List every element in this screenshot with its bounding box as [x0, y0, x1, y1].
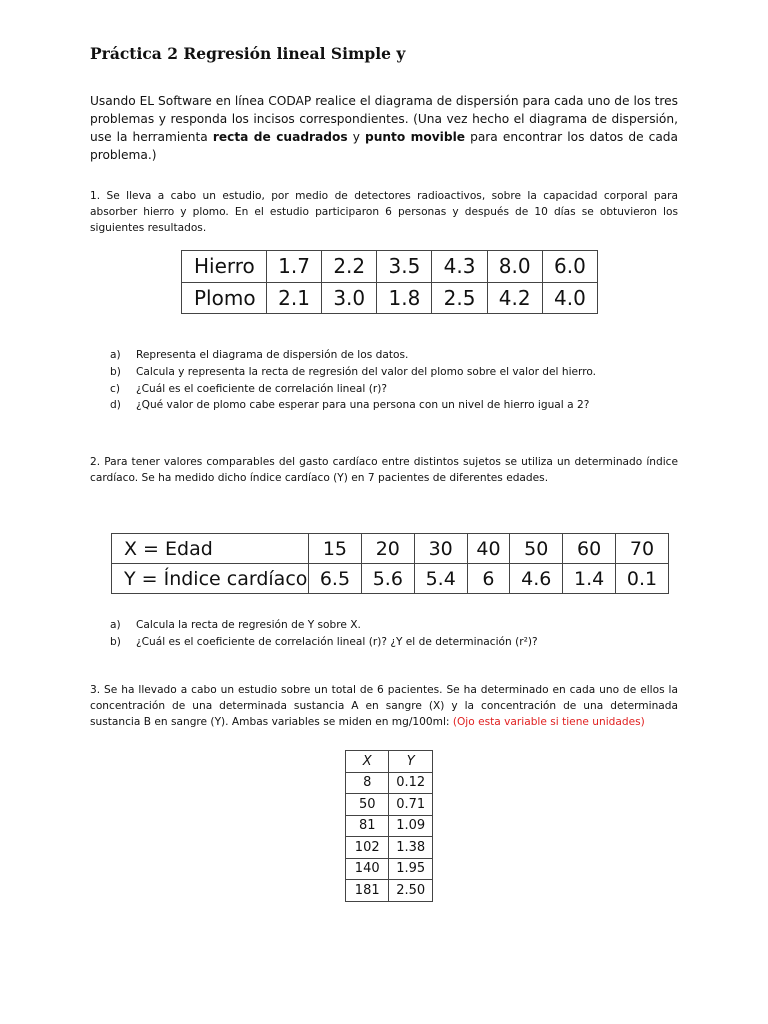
- column-header: Y: [389, 751, 433, 773]
- list-item: a) Representa el diagrama de dispersión de los datos.: [110, 349, 409, 361]
- table-cell: 5.4: [414, 564, 467, 594]
- table-cell: 15: [309, 534, 362, 564]
- table-row: [112, 534, 669, 564]
- table-row: [346, 772, 433, 794]
- table-row: [346, 837, 433, 859]
- table-cell: 6: [467, 564, 510, 594]
- table-cell: 0.71: [389, 794, 433, 816]
- list-item: c) ¿Cuál es el coeficiente de correlación lineal (r)?: [110, 382, 387, 395]
- table-cell: 70: [616, 534, 669, 564]
- intro-text-mid: y: [347, 130, 365, 144]
- intro-text-post: para encontrar los datos de cada problema.): [90, 130, 678, 162]
- table-cell: 140: [346, 858, 389, 880]
- table-cell: 50: [510, 534, 563, 564]
- table-cell: 1.95: [389, 858, 433, 880]
- problem-2-questions: [110, 617, 538, 651]
- table-cell: 60: [563, 534, 616, 564]
- intro-text-pre: Usando EL Software en línea CODAP realice el diagrama de dispersión para cada uno de los tres problemas y responda los incisos correspondientes. (Una vez hecho el diagrama de dispersión, use la herramienta: [90, 94, 678, 144]
- table-row: [346, 794, 433, 816]
- list-item: a) Calcula la recta de regresión de Y sobre X.: [110, 619, 361, 631]
- list-item: b) ¿Cuál es el coeficiente de correlación lineal (r)? ¿Y el de determinación (r²)?: [110, 635, 538, 648]
- table-row: [182, 282, 598, 314]
- table-cell: 2.5: [432, 282, 487, 314]
- table-row: [112, 564, 669, 594]
- table-row: [182, 251, 598, 283]
- table-header-row: [346, 751, 433, 773]
- table-cell: 1.4: [563, 564, 616, 594]
- table-cell: 6.0: [542, 251, 597, 283]
- table-cell: 1.09: [389, 815, 433, 837]
- list-item: d) ¿Qué valor de plomo cabe esperar para una persona con un nivel de hierro igual a 2?: [110, 399, 590, 412]
- table-cell: 81: [346, 815, 389, 837]
- table-cell: 8: [346, 772, 389, 794]
- table-cell: 8.0: [487, 251, 542, 283]
- problem-3-table: [345, 750, 433, 902]
- table-cell: 4.3: [432, 251, 487, 283]
- table-cell: 6.5: [309, 564, 362, 594]
- intro-bold-tool-1: recta de cuadrados: [212, 130, 348, 144]
- table-cell: 181: [346, 880, 389, 902]
- table-cell: 3.5: [377, 251, 432, 283]
- table-cell: 1.8: [377, 282, 432, 314]
- table-cell: 4.0: [542, 282, 597, 314]
- problem-1-questions: [110, 347, 596, 414]
- table-cell: 50: [346, 794, 389, 816]
- problem-1-statement: 1. Se lleva a cabo un estudio, por medio de detectores radioactivos, sobre la capacidad corporal para absorber hierro y plomo. En el estudio participaron 6 personas y después de 10 días se obtuvieron los siguientes resultados.: [90, 190, 678, 234]
- table-cell: 4.2: [487, 282, 542, 314]
- row-label: Y = Índice cardíaco: [112, 564, 309, 594]
- intro-paragraph: [90, 92, 678, 164]
- table-cell: 0.12: [389, 772, 433, 794]
- row-label: X = Edad: [112, 534, 309, 564]
- table-cell: 2.2: [322, 251, 377, 283]
- table-cell: 20: [361, 534, 414, 564]
- table-cell: 30: [414, 534, 467, 564]
- page-title: Práctica 2 Regresión lineal Simple y: [90, 44, 406, 63]
- table-cell: 5.6: [361, 564, 414, 594]
- table-cell: 1.38: [389, 837, 433, 859]
- table-cell: 4.6: [510, 564, 563, 594]
- table-cell: 1.7: [267, 251, 322, 283]
- problem-2-statement: 2. Para tener valores comparables del gasto cardíaco entre distintos sujetos se utiliza un determinado índice cardíaco. Se ha medido dicho índice cardíaco (Y) en 7 pacientes de diferentes edades.: [90, 456, 678, 484]
- table-cell: 2.1: [267, 282, 322, 314]
- row-label: Hierro: [182, 251, 267, 283]
- table-row: [346, 815, 433, 837]
- units-note: (Ojo esta variable si tiene unidades): [452, 716, 645, 728]
- table-cell: 2.50: [389, 880, 433, 902]
- table-cell: 40: [467, 534, 510, 564]
- problem-1-table: [181, 250, 598, 314]
- table-cell: 102: [346, 837, 389, 859]
- list-item: b) Calcula y representa la recta de regresión del valor del plomo sobre el valor del hierro.: [110, 365, 596, 378]
- intro-bold-tool-2: punto movible: [364, 130, 466, 144]
- column-header: X: [346, 751, 389, 773]
- table-cell: 3.0: [322, 282, 377, 314]
- row-label: Plomo: [182, 282, 267, 314]
- table-cell: 0.1: [616, 564, 669, 594]
- problem-2-table: [111, 533, 669, 594]
- table-row: [346, 858, 433, 880]
- table-row: [346, 880, 433, 902]
- problem-3-statement: 3. Se ha llevado a cabo un estudio sobre un total de 6 pacientes. Se ha determinado en cada uno de ellos la concentración de una determinada sustancia A en sangre (X) y la concentración de una determinada sustancia B en sangre (Y). Ambas variables se miden en mg/100ml: (Ojo esta variable si tiene unidades): [90, 684, 678, 728]
